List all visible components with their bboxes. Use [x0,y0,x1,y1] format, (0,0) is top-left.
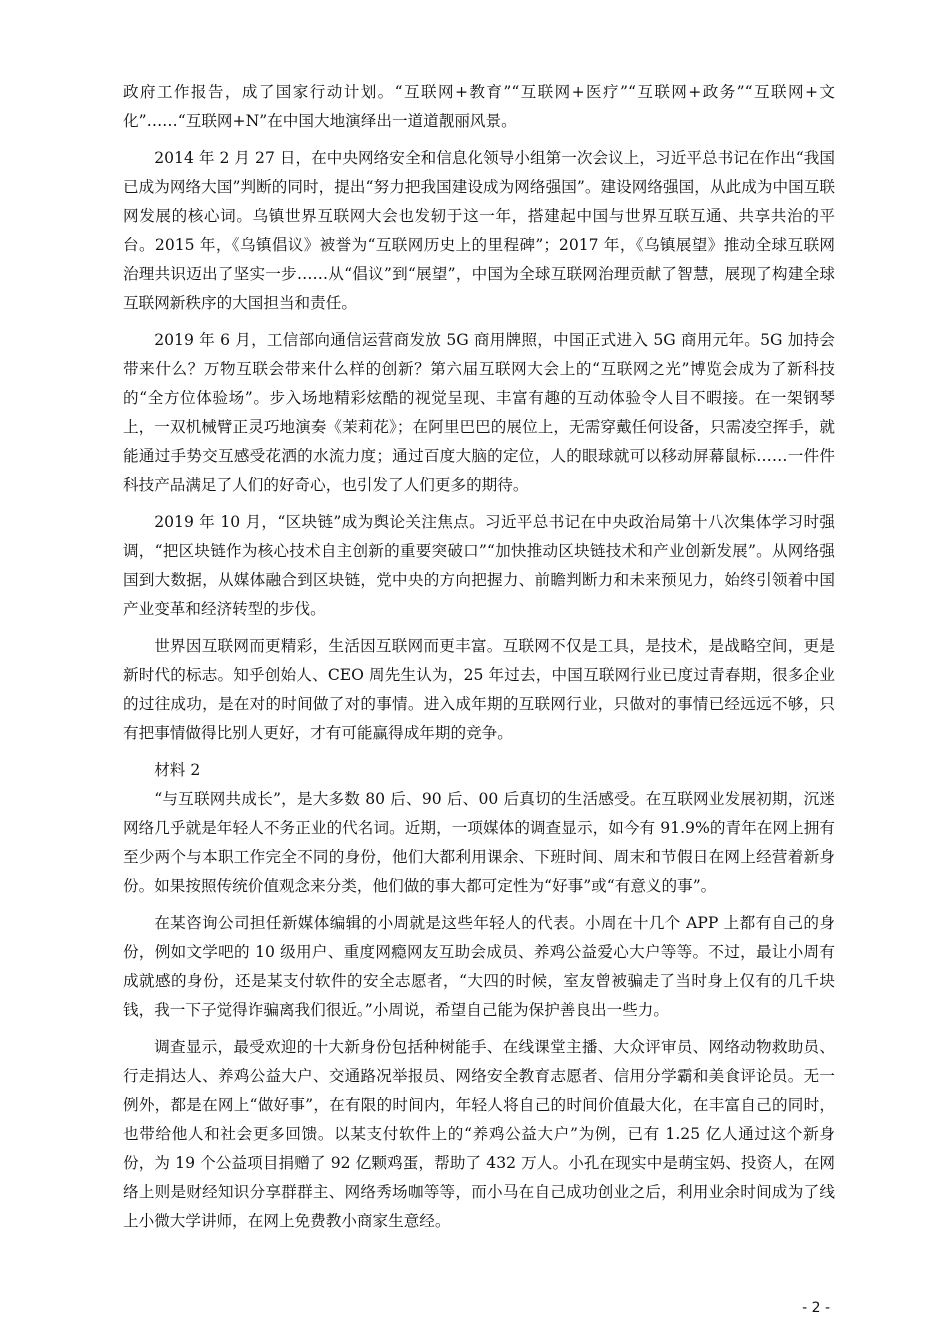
paragraph-continuation: 政府工作报告，成了国家行动计划。“互联网+教育”“互联网+医疗”“互联网+政务”“互联网+文化”……“互联网+N”在中国大地演绎出一道道靓丽风景。 [123,83,835,130]
paragraph-blockchain: 2019 年 10 月，“区块链”成为舆论关注焦点。习近平总书记在中央政治局第十八次集体学习时强调，“把区块链作为核心技术自主创新的重要突破口”“加快推动区块链技术和产业创新发展”。从网络强国到大数据，从媒体融合到区块链，党中央的方向把握力、前瞻判断力和未来预见力，始终引领着中国产业变革和经济转型的步伐。 [123,513,835,618]
paragraph-xiao-zhou: 在某咨询公司担任新媒体编辑的小周就是这些年轻人的代表。小周在十几个 APP 上都有自己的身份，例如文学吧的 10 级用户、重度网瘾网友互助会成员、养鸡公益爱心大户等等。不过，最让小周有成就感的身份，还是某支付软件的安全志愿者，“大四的时候，室友曾被骗走了当时身上仅有的几千块钱，我一下子觉得诈骗离我们很近。”小周说，希望自己能为保护善良出一些力。 [123,914,835,1019]
paragraph-5g: 2019 年 6 月，工信部向通信运营商发放 5G 商用牌照，中国正式进入 5G 商用元年。5G 加持会带来什么？万物互联会带来什么样的创新？第六届互联网大会上的“互联网之光”博览会成为了新科技的“全方位体验场”。步入场地精彩炫酷的视觉呈现、丰富有趣的互动体验令人目不暇接。在一架钢琴上，一双机械臂正灵巧地演奏《茉莉花》；在阿里巴巴的展位上，无需穿戴任何设备，只需凌空挥手，就能通过手势交互感受花洒的水流力度；通过百度大脑的定位，人的眼球就可以移动屏幕鼠标……一件件科技产品满足了人们的好奇心，也引发了人们更多的期待。 [123,331,835,494]
paragraph-network-power: 2014 年 2 月 27 日，在中央网络安全和信息化领导小组第一次会议上，习近平总书记在作出“我国已成为网络大国”判断的同时，提出“努力把我国建设成为网络强国”。建设网络强国，从此成为中国互联网发展的核心词。乌镇世界互联网大会也发轫于这一年，搭建起中国与世界互联互通、共享共治的平台。2015 年，《乌镇倡议》被誉为“互联网历史上的里程碑”；2017 年，《乌镇展望》推动全球互联网治理共识迈出了坚实一步……从“倡议”到“展望”，中国为全球互联网治理贡献了智慧，展现了构建全球互联网新秩序的大国担当和责任。 [123,149,835,312]
page-number: - 2 - [802,1300,830,1316]
document-page [123,78,835,1236]
paragraph-survey: 调查显示，最受欢迎的十大新身份包括种树能手、在线课堂主播、大众评审员、网络动物救助员、行走捐达人、养鸡公益大户、交通路况举报员、网络安全教育志愿者、信用分学霸和美食评论员。无一例外，都是在网上“做好事”，在有限的时间内，年轻人将自己的时间价值最大化，在丰富自己的同时，也带给他人和社会更多回馈。以某支付软件上的“养鸡公益大户”为例，已有 1.25 亿人通过这个新身份，为 19 个公益项目捐赠了 92 亿颗鸡蛋，帮助了 432 万人。小孔在现实中是萌宝妈、投资人，在网络上则是财经知识分享群群主、网络秀场咖等等，而小马在自己成功创业之后，利用业余时间成为了线上小微大学讲师，在网上免费教小商家生意经。 [123,1038,835,1230]
paragraph-internet-world: 世界因互联网而更精彩，生活因互联网而更丰富。互联网不仅是工具，是技术，是战略空间，更是新时代的标志。知乎创始人、CEO 周先生认为，25 年过去，中国互联网行业已度过青春期，很多企业的过往成功，是在对的时间做了对的事情。进入成年期的互联网行业，只做对的事情已经远远不够，只有把事情做得比别人更好，才有可能赢得成年期的竞争。 [123,637,835,742]
material-heading: 材料 2 [154,761,201,779]
paragraph-grow-with-internet: “与互联网共成长”，是大多数 80 后、90 后、00 后真切的生活感受。在互联网业发展初期，沉迷网络几乎就是年轻人不务正业的代名词。近期，一项媒体的调查显示，如今有 91.9%的青年在网上拥有至少两个与本职工作完全不同的身份，他们大都利用课余、下班时间、周末和节假日在网上经营着新身份。如果按照传统价值观念来分类，他们做的事大都可定性为“好事”或“有意义的事”。 [123,790,835,895]
